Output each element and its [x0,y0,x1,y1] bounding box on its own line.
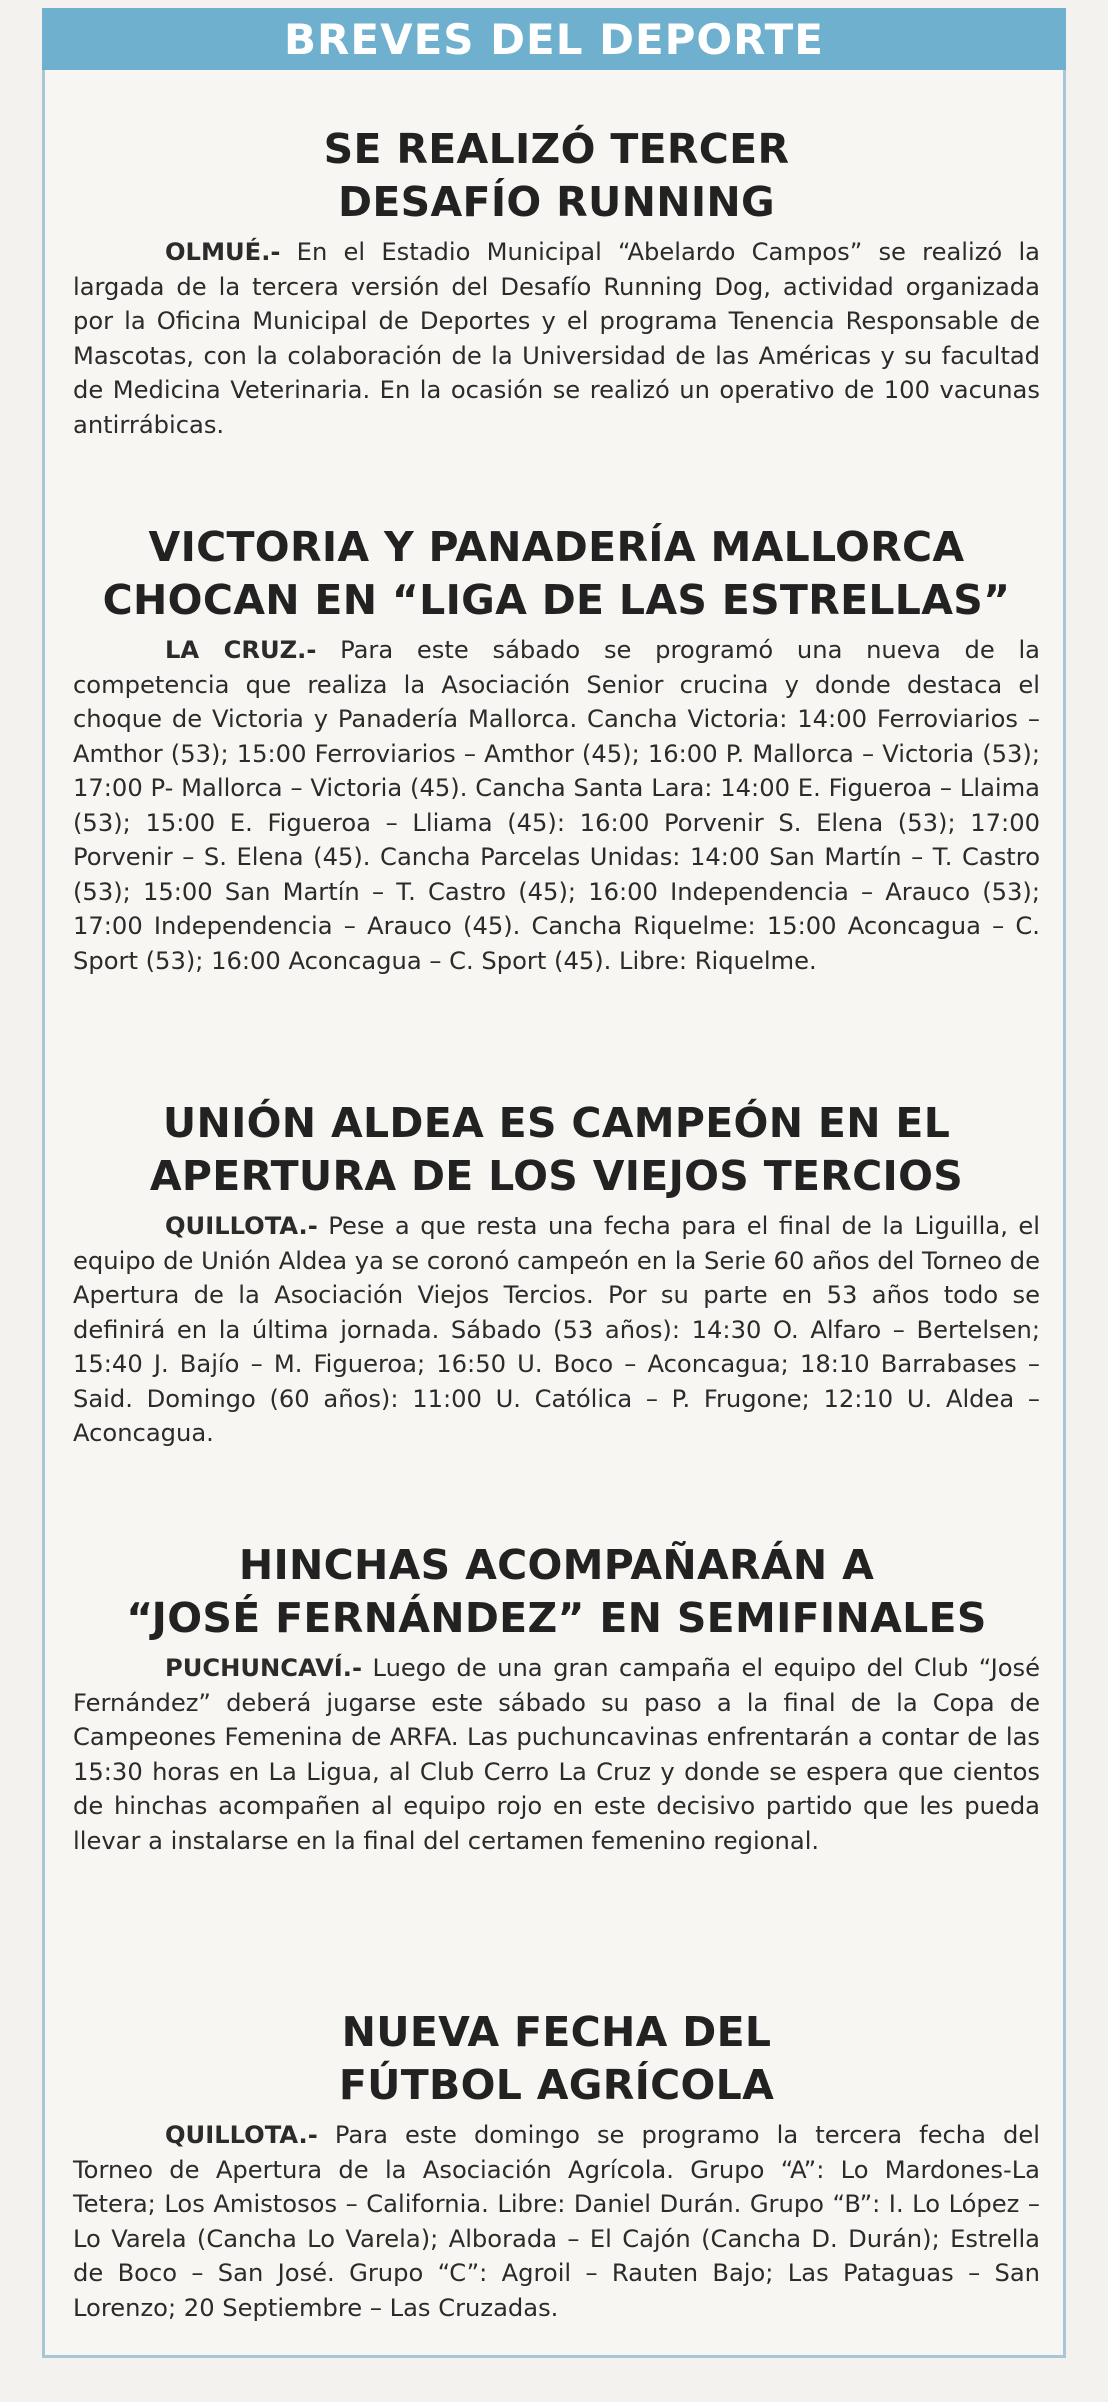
article-body [73,2118,1040,2325]
article-headline [73,1539,1040,1645]
headline-line: APERTURA DE LOS VIEJOS TERCIOS [149,1152,964,1200]
article-dateline: PUCHUNCAVÍ.- [165,1654,363,1682]
article-dateline: QUILLOTA.- [165,1212,318,1240]
article-headline [73,2006,1040,2112]
news-briefs-box [42,8,1066,2358]
headline-line: FÚTBOL AGRÍCOLA [338,2061,775,2109]
article-dateline: OLMUÉ.- [165,238,281,266]
headline-line: HINCHAS ACOMPAÑARÁN A [238,1541,875,1589]
section-banner [42,8,1066,70]
section-title: BREVES DEL DEPORTE [284,14,824,64]
article-liga-estrellas [73,521,1040,978]
article-text: En el Estadio Municipal “Abelardo Campos” se realizó la largada de la tercera versión del Desafío Running Dog, actividad organizada por la Oficina Municipal de Deportes y el programa Tenencia Responsable de Mascotas, con la colaboración de la Universidad de las Américas y su facultad de Medicina Veterinaria. En la ocasión se realizó un operativo de 100 vacunas antirrábicas. [73,238,1040,439]
article-headline [73,1097,1040,1203]
headline-line: UNIÓN ALDEA ES CAMPEÓN EN EL [162,1099,951,1147]
article-jose-fernandez [73,1539,1040,1858]
article-union-aldea [73,1097,1040,1451]
article-text: Para este sábado se programó una nueva de la competencia que realiza la Asociación Senior crucina y donde destaca el choque de Victoria y Panadería Mallorca. Cancha Victoria: 14:00 Ferroviarios – Amthor (53); 15:00 Ferroviarios – Amthor (45); 16:00 P. Mallorca – Victoria (53); 17:00 P- Mallorca – Victoria (45). Cancha Santa Lara: 14:00 E. Figueroa – Llaima (53); 15:00 E. Figueroa – Lliama (45): 16:00 Porvenir S. Elena (53); 17:00 Porvenir – S. Elena (45). Cancha Parcelas Unidas: 14:00 San Martín – T. Castro (53); 15:00 San Martín – T. Castro (45); 16:00 Independencia – Arauco (53); 17:00 Independencia – Arauco (45). Cancha Riquelme: 15:00 Aconcagua – C. Sport (53); 16:00 Aconcagua – C. Sport (45). Libre: Riquelme. [73,636,1040,975]
article-dateline: LA CRUZ.- [165,636,317,664]
article-headline [73,123,1040,229]
headline-line: SE REALIZÓ TERCER [323,125,790,173]
article-text: Luego de una gran campaña el equipo del Club “José Fernández” deberá jugarse este sábado su paso a la final de la Copa de Campeones Femenina de ARFA. Las puchuncavinas enfrentarán a contar de las 15:30 horas en La Ligua, al Club Cerro La Cruz y donde se espera que cientos de hinchas acompañen al equipo rojo en este decisivo partido que les pueda llevar a instalarse en la final del certamen femenino regional. [73,1654,1040,1855]
article-headline [73,521,1040,627]
article-body [73,633,1040,978]
article-text: Para este domingo se programo la tercera fecha del Torneo de Apertura de la Asociación Agrícola. Grupo “A”: Lo Mardones-La Tetera; Los Amistosos – California. Libre: Daniel Durán. Grupo “B”: I. Lo López – Lo Varela (Cancha Lo Varela); Alborada – El Cajón (Cancha D. Durán); Estrella de Boco – San José. Grupo “C”: Agroil – Rauten Bajo; Las Pataguas – San Lorenzo; 20 Septiembre – Las Cruzadas. [73,2121,1040,2322]
article-body [73,235,1040,442]
article-dateline: QUILLOTA.- [165,2121,318,2149]
headline-line: DESAFÍO RUNNING [338,178,775,226]
article-futbol-agricola [73,2006,1040,2325]
headline-line: VICTORIA Y PANADERÍA MALLORCA [148,523,965,571]
article-running [73,123,1040,442]
article-body [73,1651,1040,1858]
headline-line: “JOSÉ FERNÁNDEZ” EN SEMIFINALES [126,1594,987,1642]
article-body [73,1209,1040,1451]
article-text: Pese a que resta una fecha para el final de la Liguilla, el equipo de Unión Aldea ya se coronó campeón en la Serie 60 años del Torneo de Apertura de la Asociación Viejos Tercios. Por su parte en 53 años todo se definirá en la última jornada. Sábado (53 años): 14:30 O. Alfaro – Bertelsen; 15:40 J. Bajío – M. Figueroa; 16:50 U. Boco – Aconcagua; 18:10 Barrabases – Said. Domingo (60 años): 11:00 U. Católica – P. Frugone; 12:10 U. Aldea – Aconcagua. [73,1212,1040,1447]
headline-line: NUEVA FECHA DEL [341,2008,772,2056]
headline-line: CHOCAN EN “LIGA DE LAS ESTRELLAS” [102,576,1011,624]
